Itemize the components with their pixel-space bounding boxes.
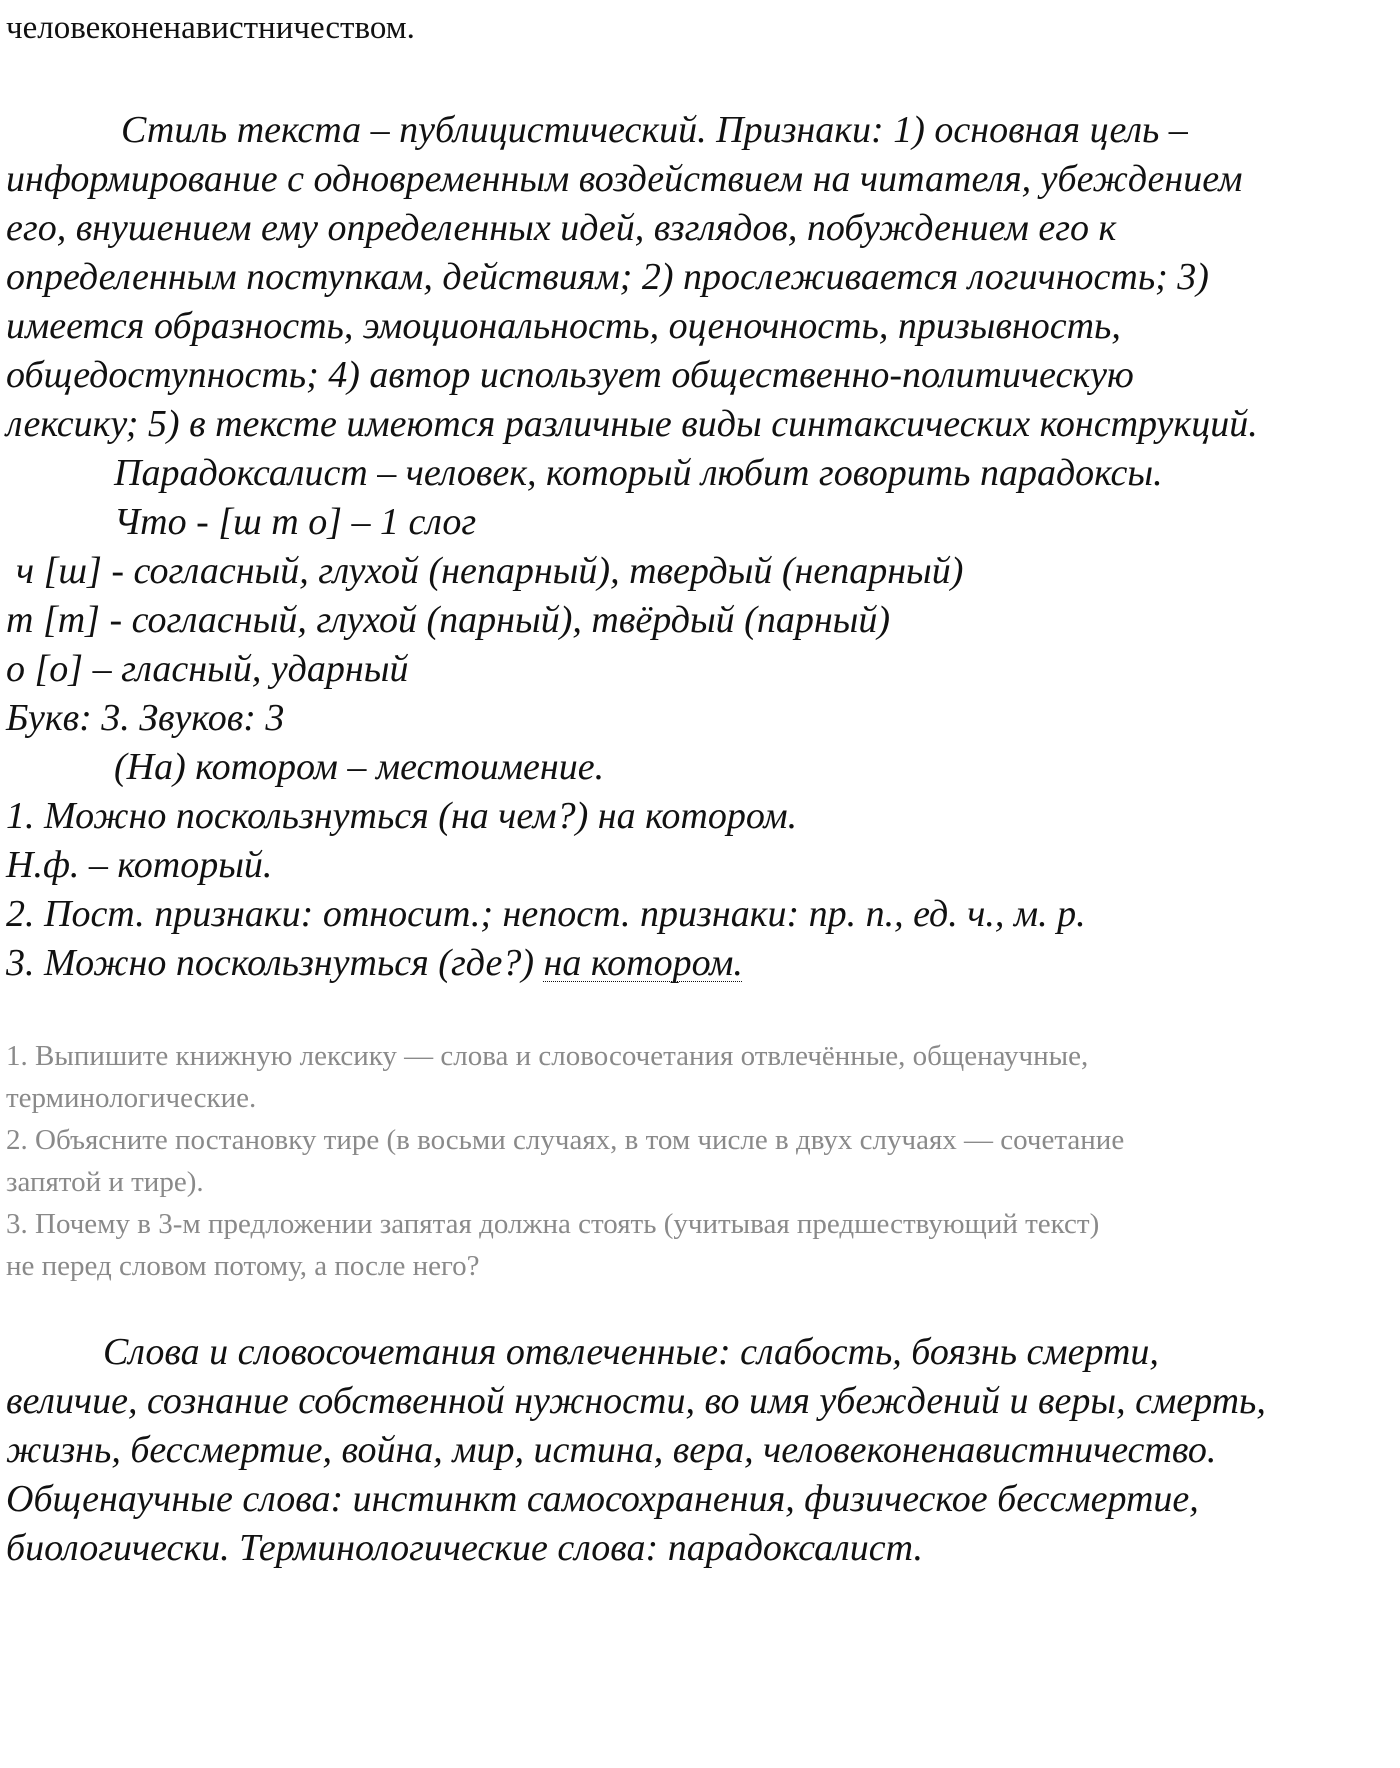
answer-line: информирование с одновременным воздействием на читателя, убеждением bbox=[6, 158, 1243, 200]
answer-line: Стиль текста – публицистический. Признаки: 1) основная цель – bbox=[121, 109, 1188, 151]
answer-line: величие, сознание собственной нужности, во имя убеждений и веры, смерть, bbox=[6, 1380, 1266, 1422]
task-line: запятой и тире). bbox=[6, 1166, 204, 1198]
answer-line: Что - [ш т о] – 1 слог bbox=[114, 501, 477, 543]
carryover-word: человеконенавистничеством. bbox=[6, 10, 415, 46]
answer-line: Букв: 3. Звуков: 3 bbox=[6, 697, 285, 739]
answer-line-last bbox=[6, 941, 743, 985]
answer-line: определенным поступкам, действиям; 2) прослеживается логичность; 3) bbox=[6, 256, 1209, 298]
answer-line: о [о] – гласный, ударный bbox=[6, 648, 409, 690]
answer-line: (На) котором – местоимение. bbox=[114, 746, 605, 788]
task-line: 2. Объясните постановку тире (в восьми случаях, в том числе в двух случаях — сочетание bbox=[6, 1124, 1125, 1156]
answer-line: Парадоксалист – человек, который любит говорить парадоксы. bbox=[114, 452, 1163, 494]
answer-line: Н.ф. – который. bbox=[6, 844, 273, 886]
answer-line: Слова и словосочетания отвлеченные: слабость, боязнь смерти, bbox=[103, 1331, 1159, 1373]
answer-line: т [т] - согласный, глухой (парный), твёрдый (парный) bbox=[6, 599, 891, 641]
task-line: 1. Выпишите книжную лексику — слова и словосочетания отвлечённые, общенаучные, bbox=[6, 1040, 1089, 1072]
answer-line: общедоступность; 4) автор использует общественно-политическую bbox=[6, 354, 1134, 396]
answer-line: жизнь, бессмертие, война, мир, истина, вера, человеконенавистничество. bbox=[6, 1429, 1217, 1471]
answer-line: имеется образность, эмоциональность, оценочность, призывность, bbox=[6, 305, 1121, 347]
answer-line: 2. Пост. признаки: относит.; непост. признаки: пр. п., ед. ч., м. р. bbox=[6, 893, 1086, 935]
answer-line: 1. Можно поскользнуться (на чем?) на котором. bbox=[6, 795, 798, 837]
answer-line: его, внушением ему определенных идей, взглядов, побуждением его к bbox=[6, 207, 1117, 249]
answer-line-prefix: 3. Можно поскользнуться (где?) bbox=[6, 942, 544, 984]
answer-line: биологически. Терминологические слова: парадоксалист. bbox=[6, 1527, 923, 1569]
task-line: не перед словом потому, а после него? bbox=[6, 1250, 480, 1282]
answer-line: Общенаучные слова: инстинкт самосохранения, физическое бессмертие, bbox=[6, 1478, 1199, 1520]
answer-line: лексику; 5) в тексте имеются различные виды синтаксических конструкций. bbox=[6, 403, 1258, 445]
answer-line: ч [ш] - согласный, глухой (непарный), твердый (непарный) bbox=[16, 550, 964, 592]
task-line: 3. Почему в 3-м предложении запятая должна стоять (учитывая предшествующий текст) bbox=[6, 1208, 1100, 1240]
underlined-phrase: на котором. bbox=[543, 942, 743, 984]
task-line: терминологические. bbox=[6, 1082, 257, 1114]
